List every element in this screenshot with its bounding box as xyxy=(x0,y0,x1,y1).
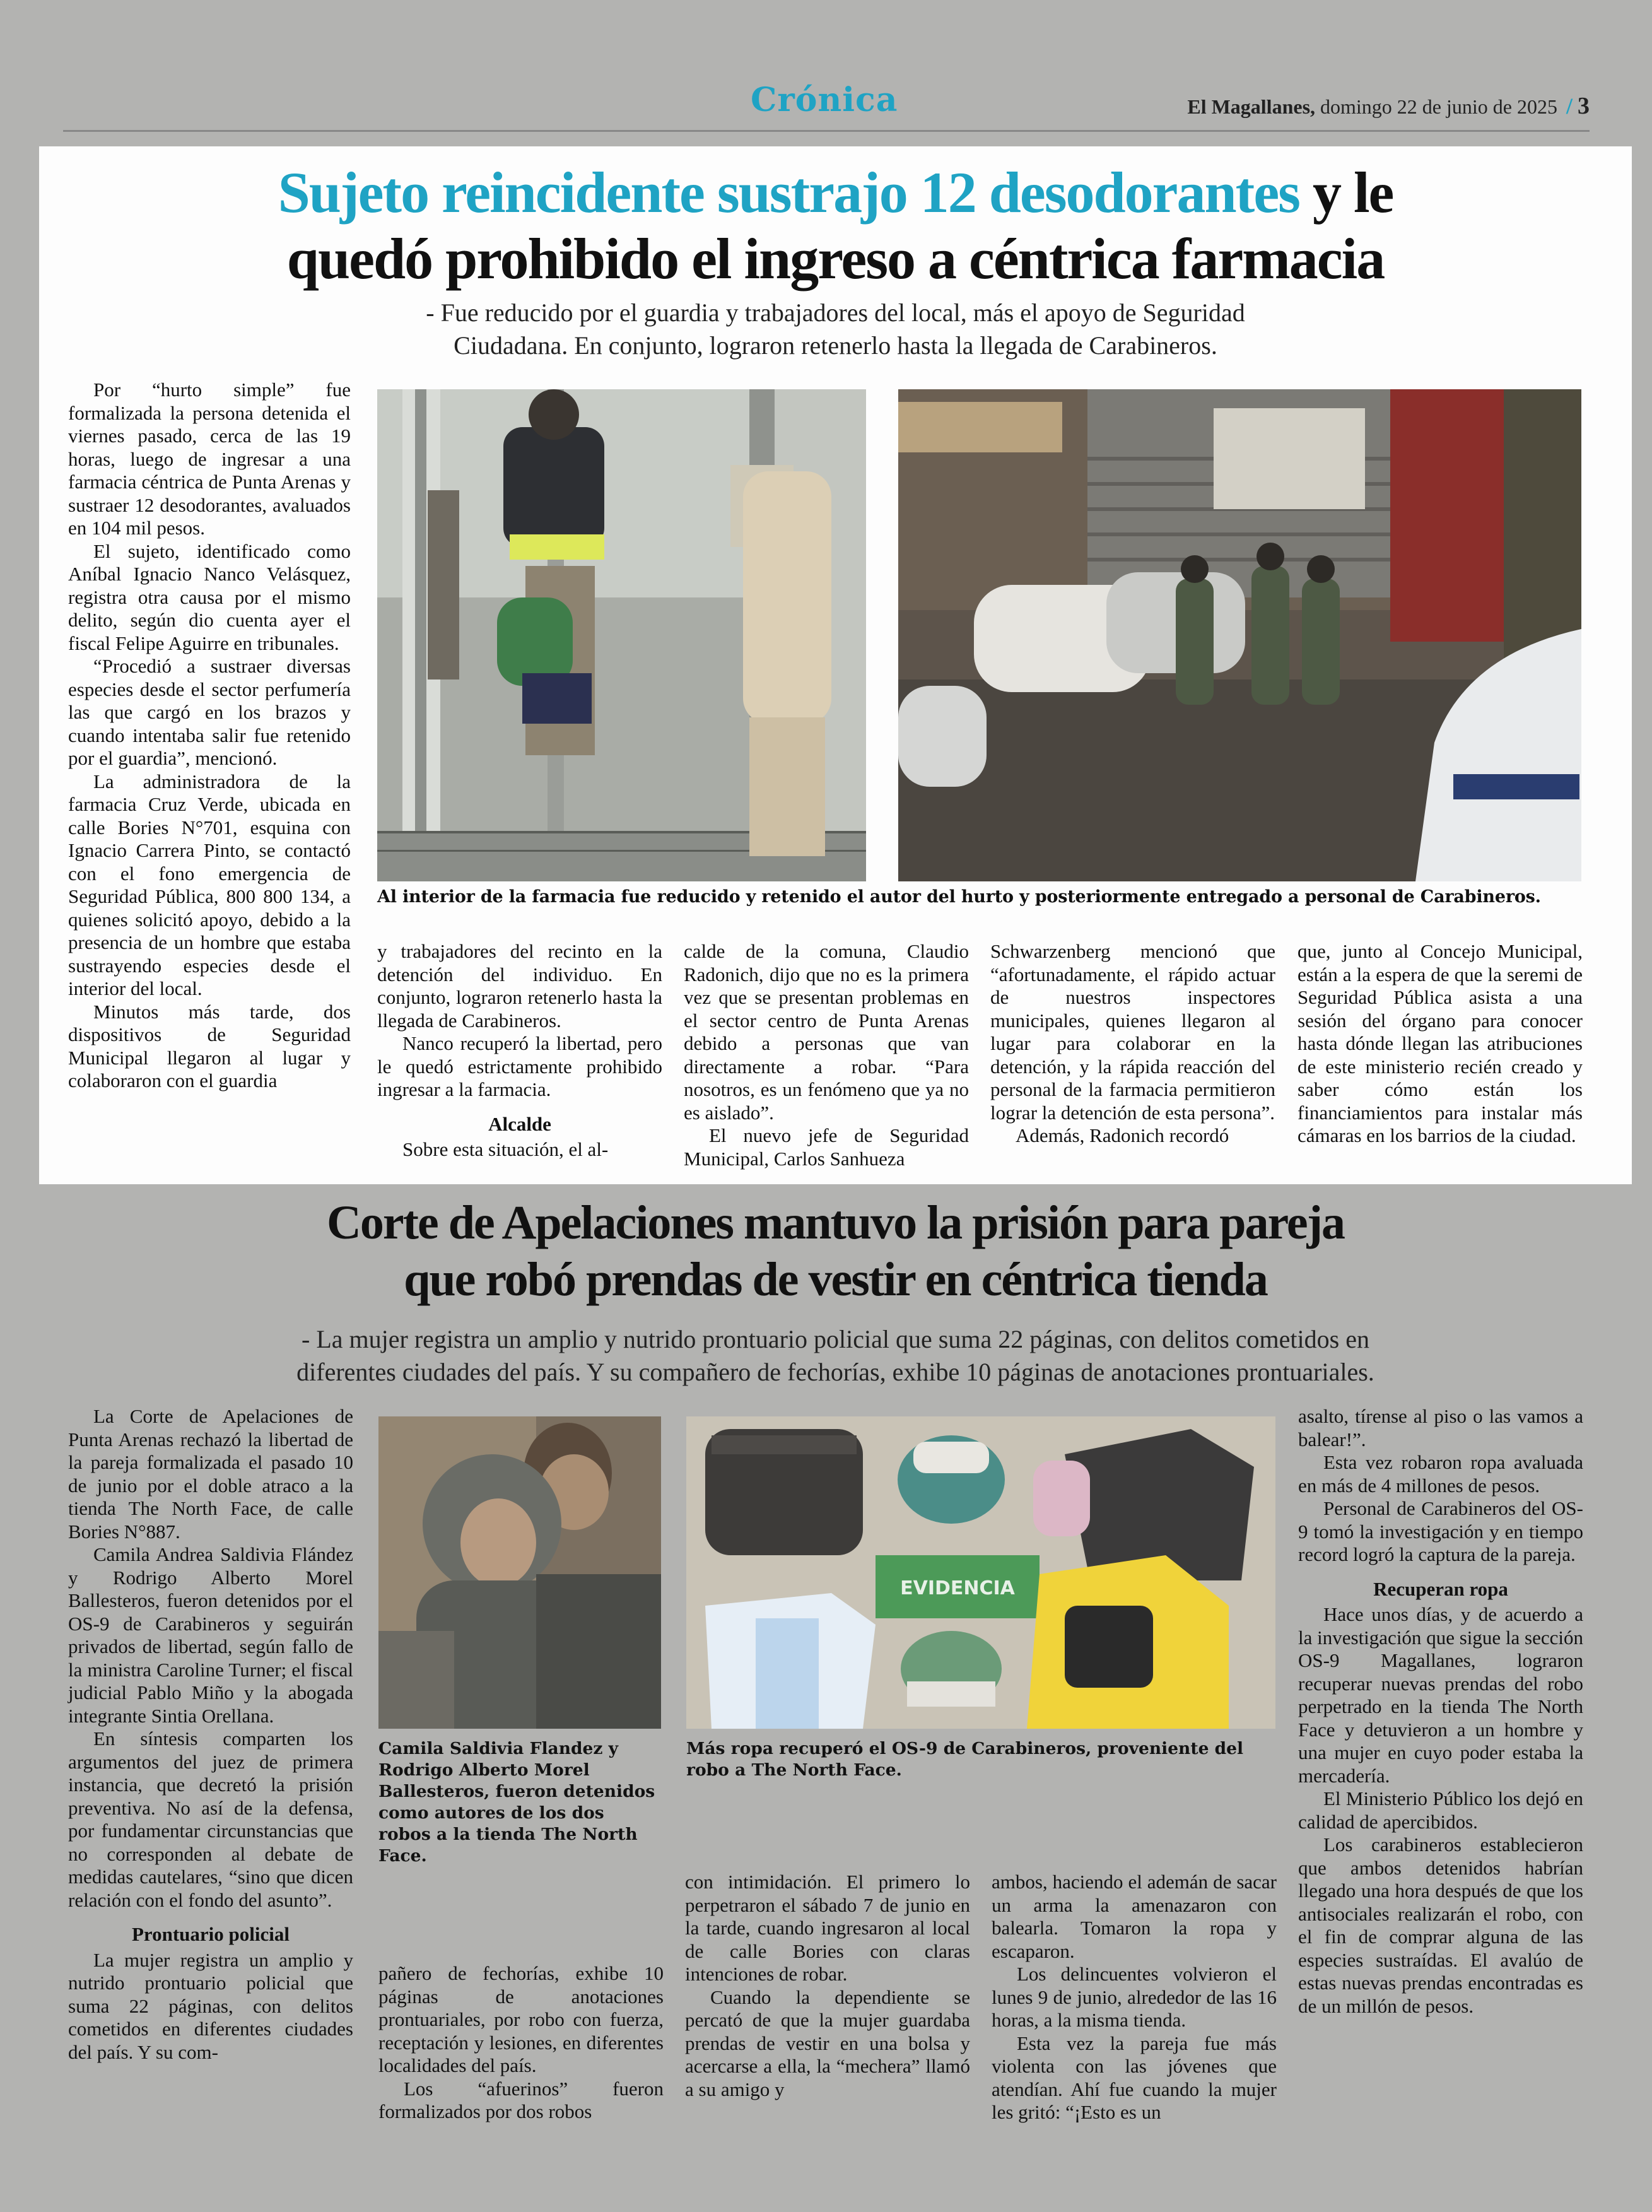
page-separator: / xyxy=(1566,93,1573,119)
deck-line-1: - La mujer registra un amplio y nutrido prontuario policial que suma 22 páginas, con delitos cometidos en xyxy=(302,1325,1369,1353)
paragraph: pañero de fechorías, exhibe 10 páginas de anotaciones prontuariales, por robo con fuerza, receptación y lesiones, en diferentes localidades del país. xyxy=(378,1962,664,2076)
paragraph: La administradora de la farmacia Cruz Verde, ubicada en calle Bories N°701, esquina con Ignacio Carrera Pinto, se contactó con el fono emergencia de Seguridad Pública, 800 800 134, a quienes solicitó apoyo, debido a la presencia de un hombre que estaba sustrayendo especies desde el interior del local. xyxy=(68,770,351,999)
paragraph: Camila Andrea Saldivia Flández y Rodrigo Alberto Morel Ballesteros, fueron detenidos por el OS-9 de Carabineros y seguirán privados de libertad, según fallo de la ministra Caroline Turner; el fiscal judicial Pablo Miño y la abogada integrante Sintia Orellana. xyxy=(68,1543,353,1727)
paragraph: ambos, haciendo el ademán de sacar un arma la amenazaron con balearla. Tomaron la ropa y escaparon. xyxy=(992,1871,1277,1962)
paragraph: y trabajadores del recinto en la detención del individuo. En conjunto, lograron retenerlo hasta la llegada de Carabineros. xyxy=(377,940,662,1032)
pharmacy-interior-illustration xyxy=(377,389,866,881)
article-deck xyxy=(39,1323,1632,1389)
article-column-1 xyxy=(68,1405,353,2064)
caption-detainees: Camila Saldivia Flandez y Rodrigo Alberto Morel Ballesteros, fueron detenidos como autores de los dos robos a la tienda The North Face. xyxy=(378,1739,655,1866)
paragraph: Sobre esta situación, el al- xyxy=(402,1138,609,1160)
photo-recovered-clothing xyxy=(686,1416,1275,1729)
evidence-label: EVIDENCIA xyxy=(900,1577,1015,1599)
headline-line-2: quedó prohibido el ingreso a céntrica farmacia xyxy=(286,226,1385,291)
paragraph: La Corte de Apelaciones de Punta Arenas rechazó la libertad de la pareja formalizada el pasado 10 de junio por el doble atraco a la tienda The North Face, de calle Bories N°887. xyxy=(68,1405,353,1543)
subhead-alcalde: Alcalde xyxy=(488,1112,551,1135)
paragraph: La mujer registra un amplio y nutrido prontuario policial que suma 22 páginas, con delitos cometidos en diferentes ciudades del país. Y su com- xyxy=(68,1948,353,2063)
paragraph: Cuando la dependiente se percató de que la mujer guardaba prendas de vestir en una bolsa y acercarse a ella, la “mechera” llamó a su amigo y xyxy=(685,1986,970,2100)
headline-rest: y le xyxy=(1299,160,1393,225)
paragraph: Minutos más tarde, dos dispositivos de Seguridad Municipal llegaron al lugar y colaboraron con el guardia xyxy=(68,1000,351,1091)
header-rule xyxy=(63,130,1590,132)
section-title: Crónica xyxy=(751,81,898,119)
paragraph: Los “afuerinos” fueron formalizados por dos robos xyxy=(378,2077,664,2122)
article-column-5 xyxy=(1298,1405,1583,2018)
paragraph: que, junto al Concejo Municipal, están a la espera de que la seremi de Seguridad Pública asista a una sesión del órgano para conocer hasta dónde llegan las atribuciones de este ministerio recién creado y saber cómo están los financiamientos para instalar más cámaras en los barrios de la ciudad. xyxy=(1298,940,1583,1146)
article-column-2 xyxy=(378,1962,664,2124)
article-column-3 xyxy=(684,940,969,1170)
article-court-ruling xyxy=(39,1189,1632,2199)
headline-line-1 xyxy=(39,159,1632,226)
paragraph: “Procedió a sustraer diversas especies desde el sector perfumería las que cargó en los brazos y cuando intentaba salir fue retenido por el guardia”, mencionó. xyxy=(68,655,351,769)
article-column-4 xyxy=(992,1871,1277,2124)
page-header xyxy=(63,74,1590,131)
issue-date: domingo 22 de junio de 2025 xyxy=(1320,95,1557,118)
article-pharmacy-theft xyxy=(39,146,1632,1184)
street-scene-illustration xyxy=(898,389,1581,881)
paragraph: Los delincuentes volvieron el lunes 9 de junio, alrededor de las 16 horas, a la misma tienda. xyxy=(992,1963,1277,2031)
headline-line-1: Corte de Apelaciones mantuvo la prisión para pareja xyxy=(327,1196,1344,1249)
subhead-recuperan: Recuperan ropa xyxy=(1373,1577,1508,1600)
paragraph: Además, Radonich recordó xyxy=(1016,1124,1229,1146)
article-column-5 xyxy=(1298,940,1583,1148)
masthead-info xyxy=(1187,92,1590,120)
paragraph: Hace unos días, y de acuerdo a la investigación que sigue la sección OS-9 Magallanes, lograron recuperar nuevas prendas del robo perpetrado en la tienda The North Face y detuvieron a un hombre y una mujer en cuyo poder estaba la mercadería. xyxy=(1298,1603,1583,1787)
article-column-2 xyxy=(377,940,662,1162)
paragraph: Los carabineros establecieron que ambos detenidos habrían llegado una hora después de que los antisociales realizarán el robo, con el fin de comprar alguna de las especies sustraídas. El avalúo de estas nuevas prendas encontradas es de un millón de pesos. xyxy=(1298,1833,1583,2017)
article-column-1 xyxy=(68,379,351,1093)
paragraph: Personal de Carabineros del OS-9 tomó la investigación y en tiempo record logró la captura de la pareja. xyxy=(1298,1497,1583,1565)
caption-clothing: Más ropa recuperó el OS-9 de Carabineros, proveniente del robo a The North Face. xyxy=(686,1739,1244,1780)
paragraph: El sujeto, identificado como Aníbal Ignacio Nanco Velásquez, registra otra causa por el mismo delito, según dio cuenta ayer el fiscal Felipe Aguirre en tribunales. xyxy=(68,539,351,654)
paragraph: Nanco recuperó la libertad, pero le quedó estrictamente prohibido ingresar a la farmacia. xyxy=(377,1032,662,1100)
deck-line-2: Ciudadana. En conjunto, lograron retenerlo hasta la llegada de Carabineros. xyxy=(454,331,1217,360)
paragraph: asalto, tírense al piso o las vamos a balear!”. xyxy=(1298,1405,1583,1450)
article-deck xyxy=(39,297,1632,362)
paragraph: Esta vez la pareja fue más violenta con las jóvenes que atendían. Ahí fue cuando la mujer les gritó: “¡Esto es un xyxy=(992,2032,1277,2123)
page-number: 3 xyxy=(1578,93,1590,119)
paragraph: El Ministerio Público los dejó en calidad de apercibidos. xyxy=(1298,1787,1583,1833)
photo-detainees xyxy=(378,1416,661,1729)
article-column-4 xyxy=(990,940,1275,1148)
headline-accent: Sujeto reincidente sustrajo 12 desodorantes xyxy=(278,160,1299,225)
paragraph: calde de la comuna, Claudio Radonich, dijo que no es la primera vez que se presentan problemas en el sector centro de Punta Arenas debido a personas que van directamente a robar. “Para nosotros, es un fenómeno que ya no es aislado”. xyxy=(684,940,969,1124)
paragraph: Esta vez robaron ropa avaluada en más de 4 millones de pesos. xyxy=(1298,1451,1583,1497)
photo-caption: Al interior de la farmacia fue reducido y retenido el autor del hurto y posteriormente entregado a personal de Carabineros. xyxy=(377,887,1541,907)
photo-street-scene xyxy=(898,389,1581,881)
paragraph: Por “hurto simple” fue formalizada la persona detenida el viernes pasado, cerca de las 19 horas, luego de ingresar a una farmacia céntrica de Punta Arenas y sustraer 12 desodorantes, avaluados en 104 mil pesos. xyxy=(68,379,351,539)
paragraph: El nuevo jefe de Seguridad Municipal, Carlos Sanhueza xyxy=(684,1124,969,1170)
paper-name: El Magallanes, xyxy=(1187,95,1316,118)
detainees-illustration xyxy=(378,1416,661,1729)
article-column-3 xyxy=(685,1871,970,2101)
deck-line-2: diferentes ciudades del país. Y su compañero de fechorías, exhibe 10 páginas de anotaciones prontuariales. xyxy=(296,1358,1374,1386)
paragraph: con intimidación. El primero lo perpetraron el sábado 7 de junio en la tarde, cuando ingresaron al local de calle Bories con claras intenciones de robar. xyxy=(685,1871,970,1985)
deck-line-1: - Fue reducido por el guardia y trabajadores del local, más el apoyo de Seguridad xyxy=(426,298,1245,327)
subhead-prontuario: Prontuario policial xyxy=(131,1923,290,1945)
recovered-clothing-illustration xyxy=(686,1416,1275,1729)
paragraph: En síntesis comparten los argumentos del juez de primera instancia, que decretó la prisión preventiva. No así de la defensa, por fundamentar circunstancias que no corresponden al debate de medidas cautelares, “sino que dicen relación con el fondo del asunto”. xyxy=(68,1727,353,1911)
paragraph: Schwarzenberg mencionó que “afortunadamente, el rápido actuar de nuestros inspectores municipales, quienes llegaron al lugar para colaborar en la detención, y la rápida reacción del personal de la farmacia permitieron lograr la detención de esta persona”. xyxy=(990,940,1275,1124)
photo-pharmacy-interior xyxy=(377,389,866,881)
headline-line-2: que robó prendas de vestir en céntrica tienda xyxy=(404,1253,1267,1306)
